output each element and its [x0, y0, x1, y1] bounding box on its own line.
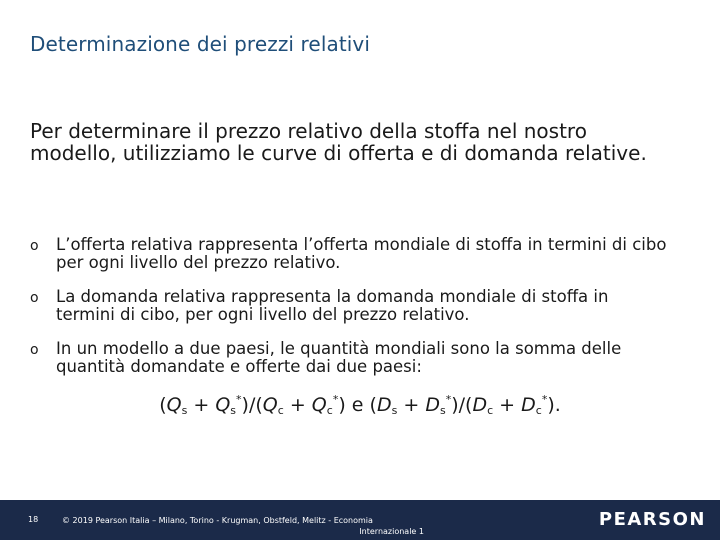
copyright-notice: [62, 515, 424, 537]
copyright-line-1: © 2019 Pearson Italia – Milano, Torino - Krugman, Obstfeld, Melitz - Economia: [62, 516, 373, 525]
bullet-marker-icon: o: [30, 342, 39, 358]
slide-title: Determinazione dei prezzi relativi: [30, 32, 371, 56]
intro-paragraph: Per determinare il prezzo relativo della stoffa nel nostro modello, utilizziamo le curve di offerta e di domanda relative.: [30, 119, 647, 165]
bullet-text: L’offerta relativa rappresenta l’offerta mondiale di stoffa in termini di cibo per ogni livello del prezzo relativo.: [56, 235, 667, 272]
bullet-item: [30, 288, 670, 324]
page-number: 18: [28, 515, 39, 524]
bullet-marker-icon: o: [30, 290, 39, 306]
bullet-item: [30, 340, 670, 376]
bullet-marker-icon: o: [30, 238, 39, 254]
copyright-line-2: Internazionale 1: [359, 527, 424, 536]
bullet-text: La domanda relativa rappresenta la domanda mondiale di stoffa in termini di cibo, per ogni livello del prezzo relativo.: [56, 287, 609, 324]
ratio-formula: $(Q_s + Q_s^*)/(Q_c + Q_c^*)$ e $(D_s + D_s^*)/(D_c + D_c^*)$.: [159, 393, 561, 417]
bullet-text: In un modello a due paesi, le quantità mondiali sono la somma delle quantità domandate e offerte dai due paesi:: [56, 339, 622, 376]
bullet-item: [30, 236, 670, 272]
bullet-list: [30, 236, 670, 392]
footer-bar: [0, 500, 720, 540]
pearson-logo: PEARSON: [598, 509, 706, 530]
